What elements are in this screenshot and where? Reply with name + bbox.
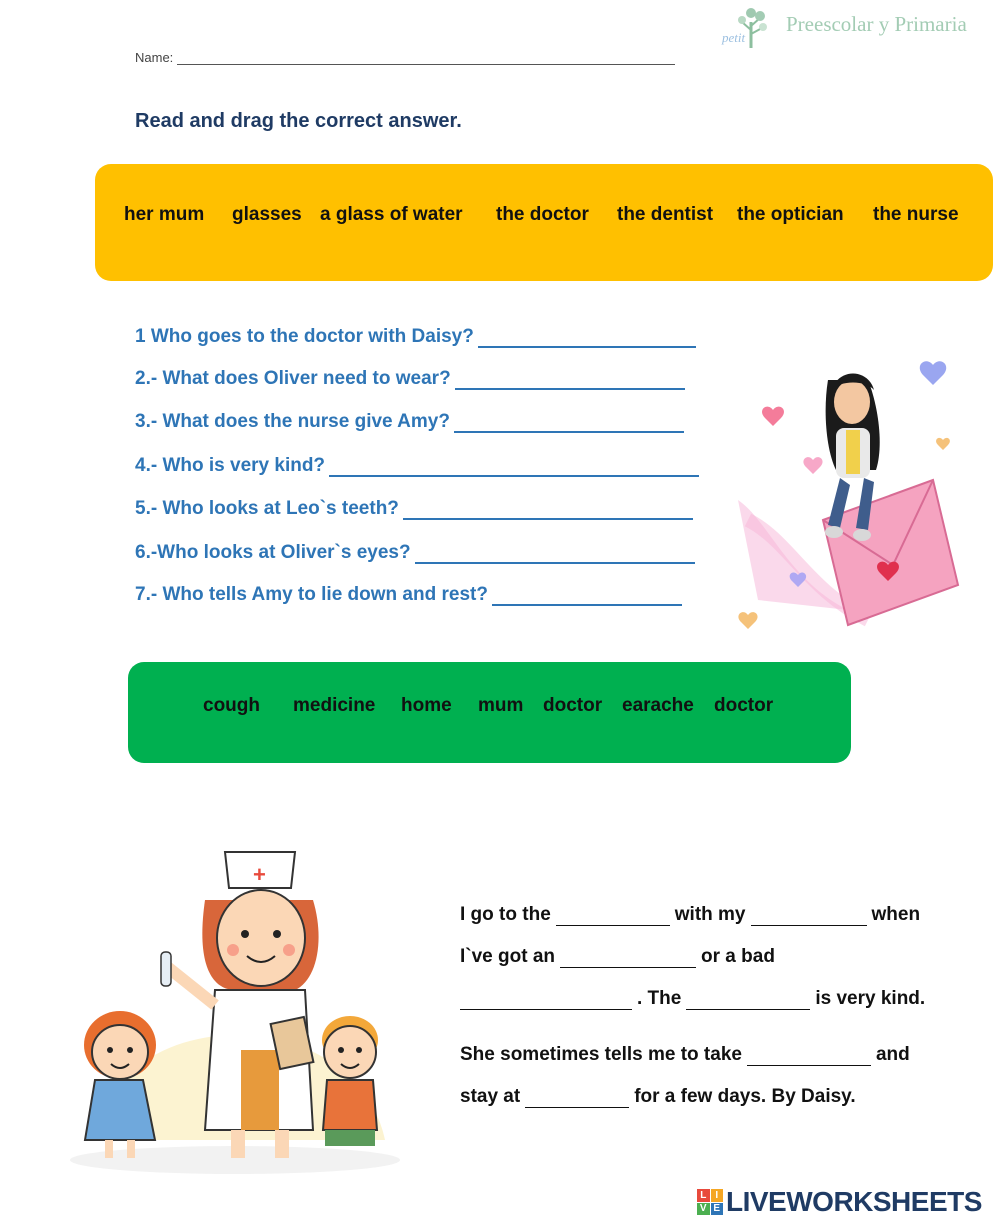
answer-drop-zone[interactable]: [478, 332, 696, 348]
boy-child-avatar: [322, 1016, 378, 1146]
story-drop-zone[interactable]: [686, 994, 810, 1010]
story-text: with my: [674, 904, 746, 925]
drag-word-glass-of-water[interactable]: a glass of water: [320, 204, 463, 225]
drag-word-home[interactable]: home: [401, 695, 452, 716]
story-drop-zone[interactable]: [556, 910, 670, 926]
drag-word-cough[interactable]: cough: [203, 695, 260, 716]
girl-on-envelope-illustration: [728, 350, 968, 640]
question-7: [135, 584, 682, 606]
story-text: or a bad: [701, 946, 775, 967]
question-5: [135, 498, 693, 520]
story-text: when: [871, 904, 921, 925]
drag-word-the-nurse[interactable]: the nurse: [873, 204, 959, 225]
site-logo: [716, 0, 996, 52]
story-drop-zone[interactable]: [751, 910, 867, 926]
liveworksheets-wordmark: LIVEWORKSHEETS: [726, 1186, 982, 1217]
question-2: [135, 368, 685, 390]
drag-word-earache[interactable]: earache: [622, 695, 694, 716]
question-text: 5.- Who looks at Leo`s teeth?: [135, 498, 399, 519]
story-drop-zone[interactable]: [460, 994, 632, 1010]
question-text: 7.- Who tells Amy to lie down and rest?: [135, 584, 488, 605]
instruction-heading: Read and drag the correct answer.: [135, 110, 462, 132]
story-text: I go to the: [460, 904, 551, 925]
story-line-1: [460, 904, 920, 926]
answer-drop-zone[interactable]: [454, 417, 684, 433]
nurse-with-children-illustration: [55, 840, 415, 1180]
svg-text:+: +: [253, 862, 266, 887]
question-text: 6.-Who looks at Oliver`s eyes?: [135, 542, 411, 563]
logo-letter: I: [711, 1189, 724, 1202]
answer-drop-zone[interactable]: [455, 374, 685, 390]
drag-word-doctor-2[interactable]: doctor: [714, 695, 774, 716]
logo-letter: L: [697, 1189, 710, 1202]
drag-word-mum[interactable]: mum: [478, 695, 524, 716]
logo-letter: E: [711, 1203, 724, 1216]
story-text: and: [875, 1044, 910, 1065]
drag-word-medicine[interactable]: medicine: [293, 695, 376, 716]
drag-word-doctor[interactable]: doctor: [543, 695, 603, 716]
name-label: Name:: [135, 50, 174, 65]
question-6: [135, 542, 695, 564]
question-1: [135, 326, 696, 348]
word-bank-answers: [95, 164, 993, 281]
answer-drop-zone[interactable]: [329, 461, 699, 477]
story-text: She sometimes tells me to take: [460, 1044, 742, 1065]
answer-drop-zone[interactable]: [415, 548, 695, 564]
drag-word-glasses[interactable]: glasses: [232, 204, 302, 225]
question-text: 2.- What does Oliver need to wear?: [135, 368, 451, 389]
drag-word-the-doctor[interactable]: the doctor: [496, 204, 589, 225]
story-drop-zone[interactable]: [525, 1092, 629, 1108]
question-text: 1 Who goes to the doctor with Daisy?: [135, 326, 474, 347]
name-field: [135, 50, 675, 65]
drag-word-the-optician[interactable]: the optician: [737, 204, 844, 225]
drag-word-the-dentist[interactable]: the dentist: [617, 204, 714, 225]
story-line-2: [460, 946, 775, 968]
name-line[interactable]: [177, 51, 675, 65]
question-4: [135, 455, 699, 477]
story-text: is very kind.: [815, 988, 926, 1009]
logo-text: Preescolar y Primaria: [786, 12, 967, 36]
story-text: for a few days. By Daisy.: [634, 1086, 856, 1107]
story-text: . The: [637, 988, 682, 1009]
question-3: [135, 411, 684, 433]
story-text: stay at: [460, 1086, 521, 1107]
answer-drop-zone[interactable]: [492, 590, 682, 606]
story-drop-zone[interactable]: [747, 1050, 871, 1066]
drag-word-her-mum[interactable]: her mum: [124, 204, 205, 225]
story-drop-zone[interactable]: [560, 952, 696, 968]
tree-logo-icon: [716, 0, 786, 52]
story-line-3: [460, 988, 925, 1010]
story-text: I`ve got an: [460, 946, 556, 967]
logo-letter: V: [697, 1203, 710, 1216]
answer-drop-zone[interactable]: [403, 504, 693, 520]
liveworksheets-icon: [697, 1189, 723, 1215]
story-line-5: [460, 1086, 856, 1108]
story-line-4: [460, 1044, 910, 1066]
liveworksheets-logo: [697, 1186, 982, 1218]
svg-text:petit: petit: [722, 30, 746, 45]
question-text: 4.- Who is very kind?: [135, 455, 326, 476]
question-text: 3.- What does the nurse give Amy?: [135, 411, 450, 432]
word-bank-story: [128, 662, 851, 763]
